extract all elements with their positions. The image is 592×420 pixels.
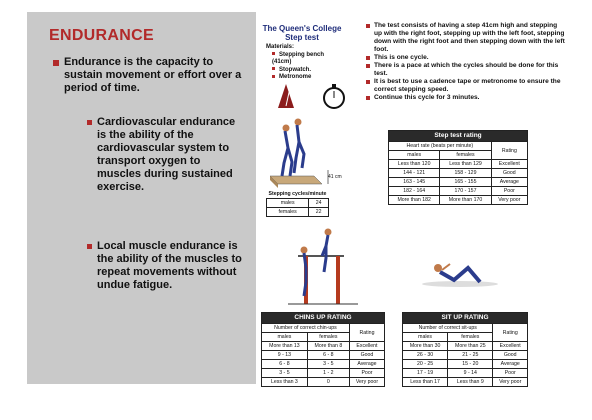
table-row: More than 182 More than 170 Very poor [389, 196, 528, 205]
materials-label: Materials: [266, 44, 295, 50]
cycles-table: Stepping cycles/minute males 24 females 22 [268, 191, 327, 215]
point-3: Local muscle endurance is the ability of the muscles to repeat movements without undue fatigue. [97, 240, 242, 291]
bullet-icon [272, 75, 275, 78]
table-row: 163 - 145 165 - 155 Average [389, 178, 528, 187]
instructions-list [374, 22, 566, 102]
bullet-icon [366, 64, 370, 68]
step-rating-title: Step test rating [389, 131, 528, 142]
bullet-icon [366, 24, 370, 28]
table-row: 17 - 19 9 - 14 Poor [403, 369, 528, 378]
table-row: 20 - 25 15 - 20 Average [403, 360, 528, 369]
bullet-icon [272, 52, 275, 55]
chins-rating-title: CHINS UP RATING [262, 313, 385, 324]
instruction-item: Continue this cycle for 3 minutes. [374, 94, 566, 102]
instruction-item: The test consists of having a step 41cm high and stepping up with the right foot, stepping up with the left foot, stepping down with the right foot and then stepping down with the left foot. [374, 22, 566, 54]
table-row: 6 - 8 3 - 5 Average [262, 360, 385, 369]
table-row: Less than 120 Less than 129 Excellent [389, 160, 528, 169]
table-row: More than 30 More than 25 Excellent [403, 342, 528, 351]
page-title: ENDURANCE [49, 27, 154, 44]
point-2: Cardiovascular endurance is the ability of the cardiovascular system to transport oxygen to muscles during sustained exercise. [97, 116, 236, 193]
table-row: Less than 17 Less than 9 Very poor [403, 378, 528, 387]
table-row: 26 - 30 21 - 25 Good [403, 351, 528, 360]
material-item: Stepping bench (41cm) [272, 51, 324, 65]
situp-rating-title: SIT UP RATING [403, 313, 528, 324]
bullet-icon [53, 60, 59, 66]
instruction-item: It is best to use a cadence tape or metronome to ensure the correct stepping speed. [374, 78, 566, 94]
steptest-heading: The Queen's College Step test [262, 24, 342, 42]
material-item: Metronome [266, 74, 328, 82]
materials-list [266, 44, 328, 82]
chin-up-illustration [288, 226, 368, 308]
material-item: Stopwatch. [266, 67, 328, 75]
left-panel [27, 12, 256, 384]
sub-bullet-icon [87, 120, 92, 125]
instruction-item: There is a pace at which the cycles should be done for this test. [374, 62, 566, 78]
bullet-icon [366, 96, 370, 100]
sit-up-illustration [420, 254, 500, 288]
bullet-icon [366, 80, 370, 84]
table-row: More than 13 More than 8 Excellent [262, 342, 385, 351]
bench-height-label: 41 cm [328, 174, 342, 180]
equipment-illustration [264, 80, 354, 112]
cycles-title: Stepping cycles/minute [268, 191, 327, 197]
table-row: Less than 3 0 Very poor [262, 378, 385, 387]
table-row: 144 - 121 158 - 129 Good [389, 169, 528, 178]
table-row: 9 - 13 6 - 8 Good [262, 351, 385, 360]
chins-rating-table: CHINS UP RATING Number of correct chin-ups Rating males females More than 13 More than 8 Excellent 9 - 13 6 - 8 Good 6 - 8 3 - 5 Average 3 - 5 1 - 2 Poor Less than 3 0 Very poor [261, 312, 385, 387]
step-rating-table: Step test rating Heart rate (beats per minute) Rating males females Less than 120 Less than 129 Excellent 144 - 121 158 - 129 Good 163 - 145 165 - 155 Average 182 - 164 170 - 157 Poor More than 182 More than 170 Very poor [388, 130, 528, 205]
situp-rating-table: SIT UP RATING Number of correct sit-ups Rating males females More than 30 More than 25 Excellent 26 - 30 21 - 25 Good 20 - 25 15 - 20 Average 17 - 19 9 - 14 Poor Less than 17 Less than 9 Very poor [402, 312, 528, 387]
bullet-icon [366, 56, 370, 60]
point-1: Endurance is the capacity to sustain movement or effort over a period of time. [64, 56, 242, 94]
table-row: 182 - 164 170 - 157 Poor [389, 187, 528, 196]
instruction-item: This is one cycle. [374, 54, 566, 62]
sub-bullet-icon [87, 244, 92, 249]
table-row: 3 - 5 1 - 2 Poor [262, 369, 385, 378]
bullet-icon [272, 67, 275, 70]
